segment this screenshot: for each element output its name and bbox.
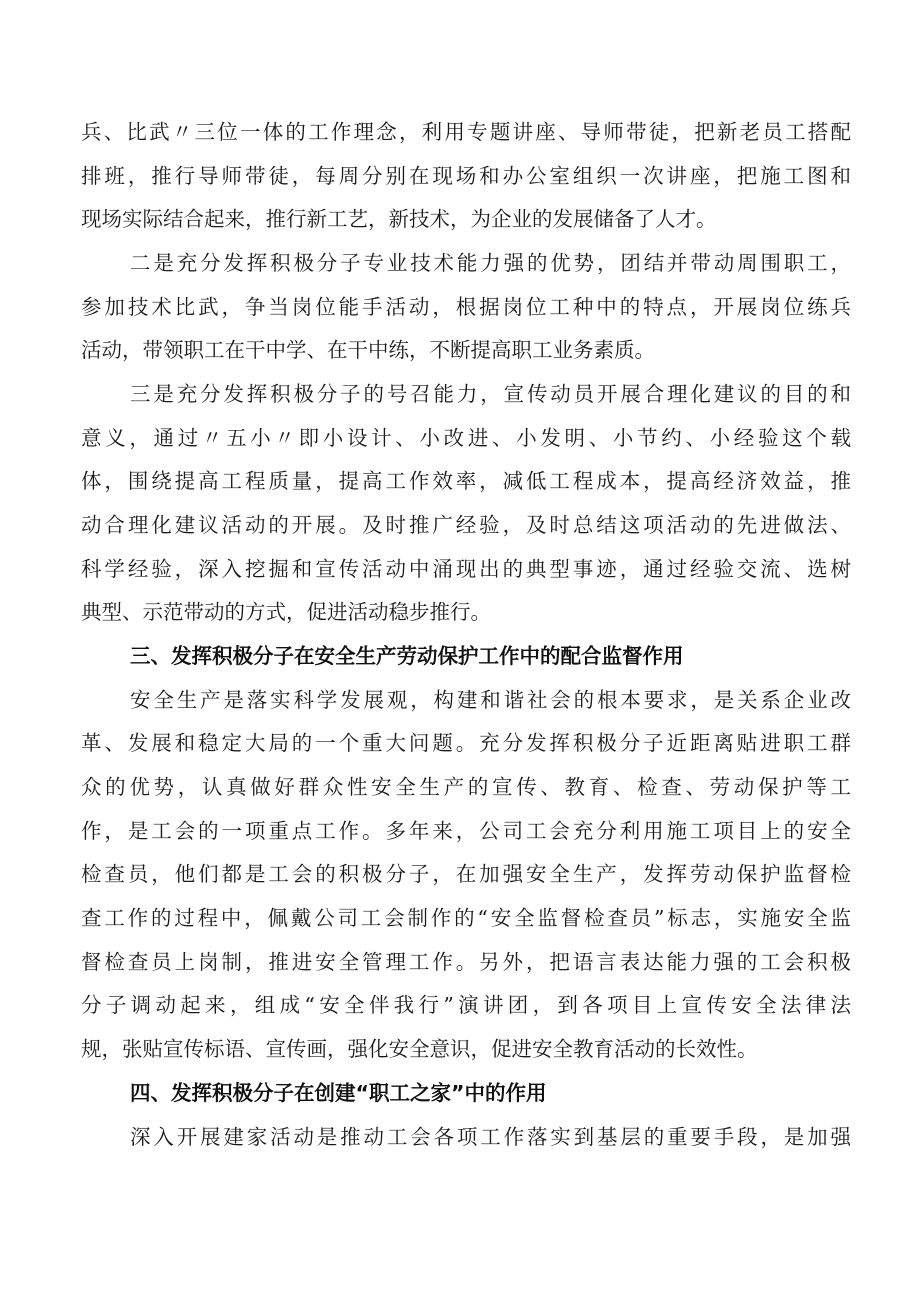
text-line: 众的优势，认真做好群众性安全生产的宣传、教育、检查、劳动保护等工 (81, 775, 851, 799)
text-line: 意义，通过〃五小〃即小设计、小改进、小发明、小节约、小经验这个载 (81, 426, 851, 450)
text-line: 检查员，他们都是工会的积极分子，在加强安全生产，发挥劳动保护监督检 (81, 862, 851, 886)
text-line: 兵、比武〃三位一体的工作理念，利用专题讲座、导师带徒，把新老员工搭配 (81, 120, 851, 144)
text-line: 分子调动起来，组成“安全伴我行”演讲团，到各项目上宣传安全法律法 (81, 993, 851, 1017)
text-line: 科学经验，深入挖掘和宣传活动中涌现出的典型事迹，通过经验交流、选树 (81, 557, 851, 581)
text-line: 排班，推行导师带徒，每周分别在现场和办公室组织一次讲座，把施工图和 (81, 164, 851, 188)
paragraph-first-line: 安全生产是落实科学发展观，构建和谐社会的根本要求，是关系企业改 (130, 688, 851, 712)
text-line: 督检查员上岗制，推进安全管理工作。另外，把语言表达能力强的工会积极 (81, 950, 851, 974)
section-heading: 三、发挥积极分子在安全生产劳动保护工作中的配合监督作用 (130, 644, 684, 668)
text-line: 革、发展和稳定大局的一个重大问题。充分发挥积极分子近距离贴进职工群 (81, 731, 851, 755)
section-heading: 四、发挥积极分子在创建“职工之家”中的作用 (130, 1081, 547, 1105)
text-line: 现场实际结合起来，推行新工艺，新技术，为企业的发展储备了人才。 (81, 207, 717, 231)
text-line: 作，是工会的一项重点工作。多年来，公司工会充分利用施工项目上的安全 (81, 819, 851, 843)
text-line: 体，围绕提高工程质量，提高工作效率，减低工程成本，提高经济效益，推 (81, 469, 851, 493)
text-line: 活动，带领职工在干中学、在干中练，不断提高职工业务素质。 (81, 338, 655, 362)
text-line: 典型、示范带动的方式，促进活动稳步推行。 (81, 600, 491, 624)
text-line: 参加技术比武，争当岗位能手活动，根据岗位工种中的特点，开展岗位练兵 (81, 295, 851, 319)
paragraph-first-line: 二是充分发挥积极分子专业技术能力强的优势，团结并带动周围职工， (130, 251, 851, 275)
text-line: 规，张贴宣传标语、宣传画，强化安全意识，促进安全教育活动的长效性。 (81, 1037, 758, 1061)
text-line: 查工作的过程中，佩戴公司工会制作的“安全监督检查员”标志，实施安全监 (81, 906, 851, 930)
paragraph-first-line: 深入开展建家活动是推动工会各项工作落实到基层的重要手段，是加强 (130, 1125, 851, 1149)
text-line: 动合理化建议活动的开展。及时推广经验，及时总结这项活动的先进做法、 (81, 513, 851, 537)
paragraph-first-line: 三是充分发挥积极分子的号召能力，宣传动员开展合理化建议的目的和 (130, 382, 851, 406)
